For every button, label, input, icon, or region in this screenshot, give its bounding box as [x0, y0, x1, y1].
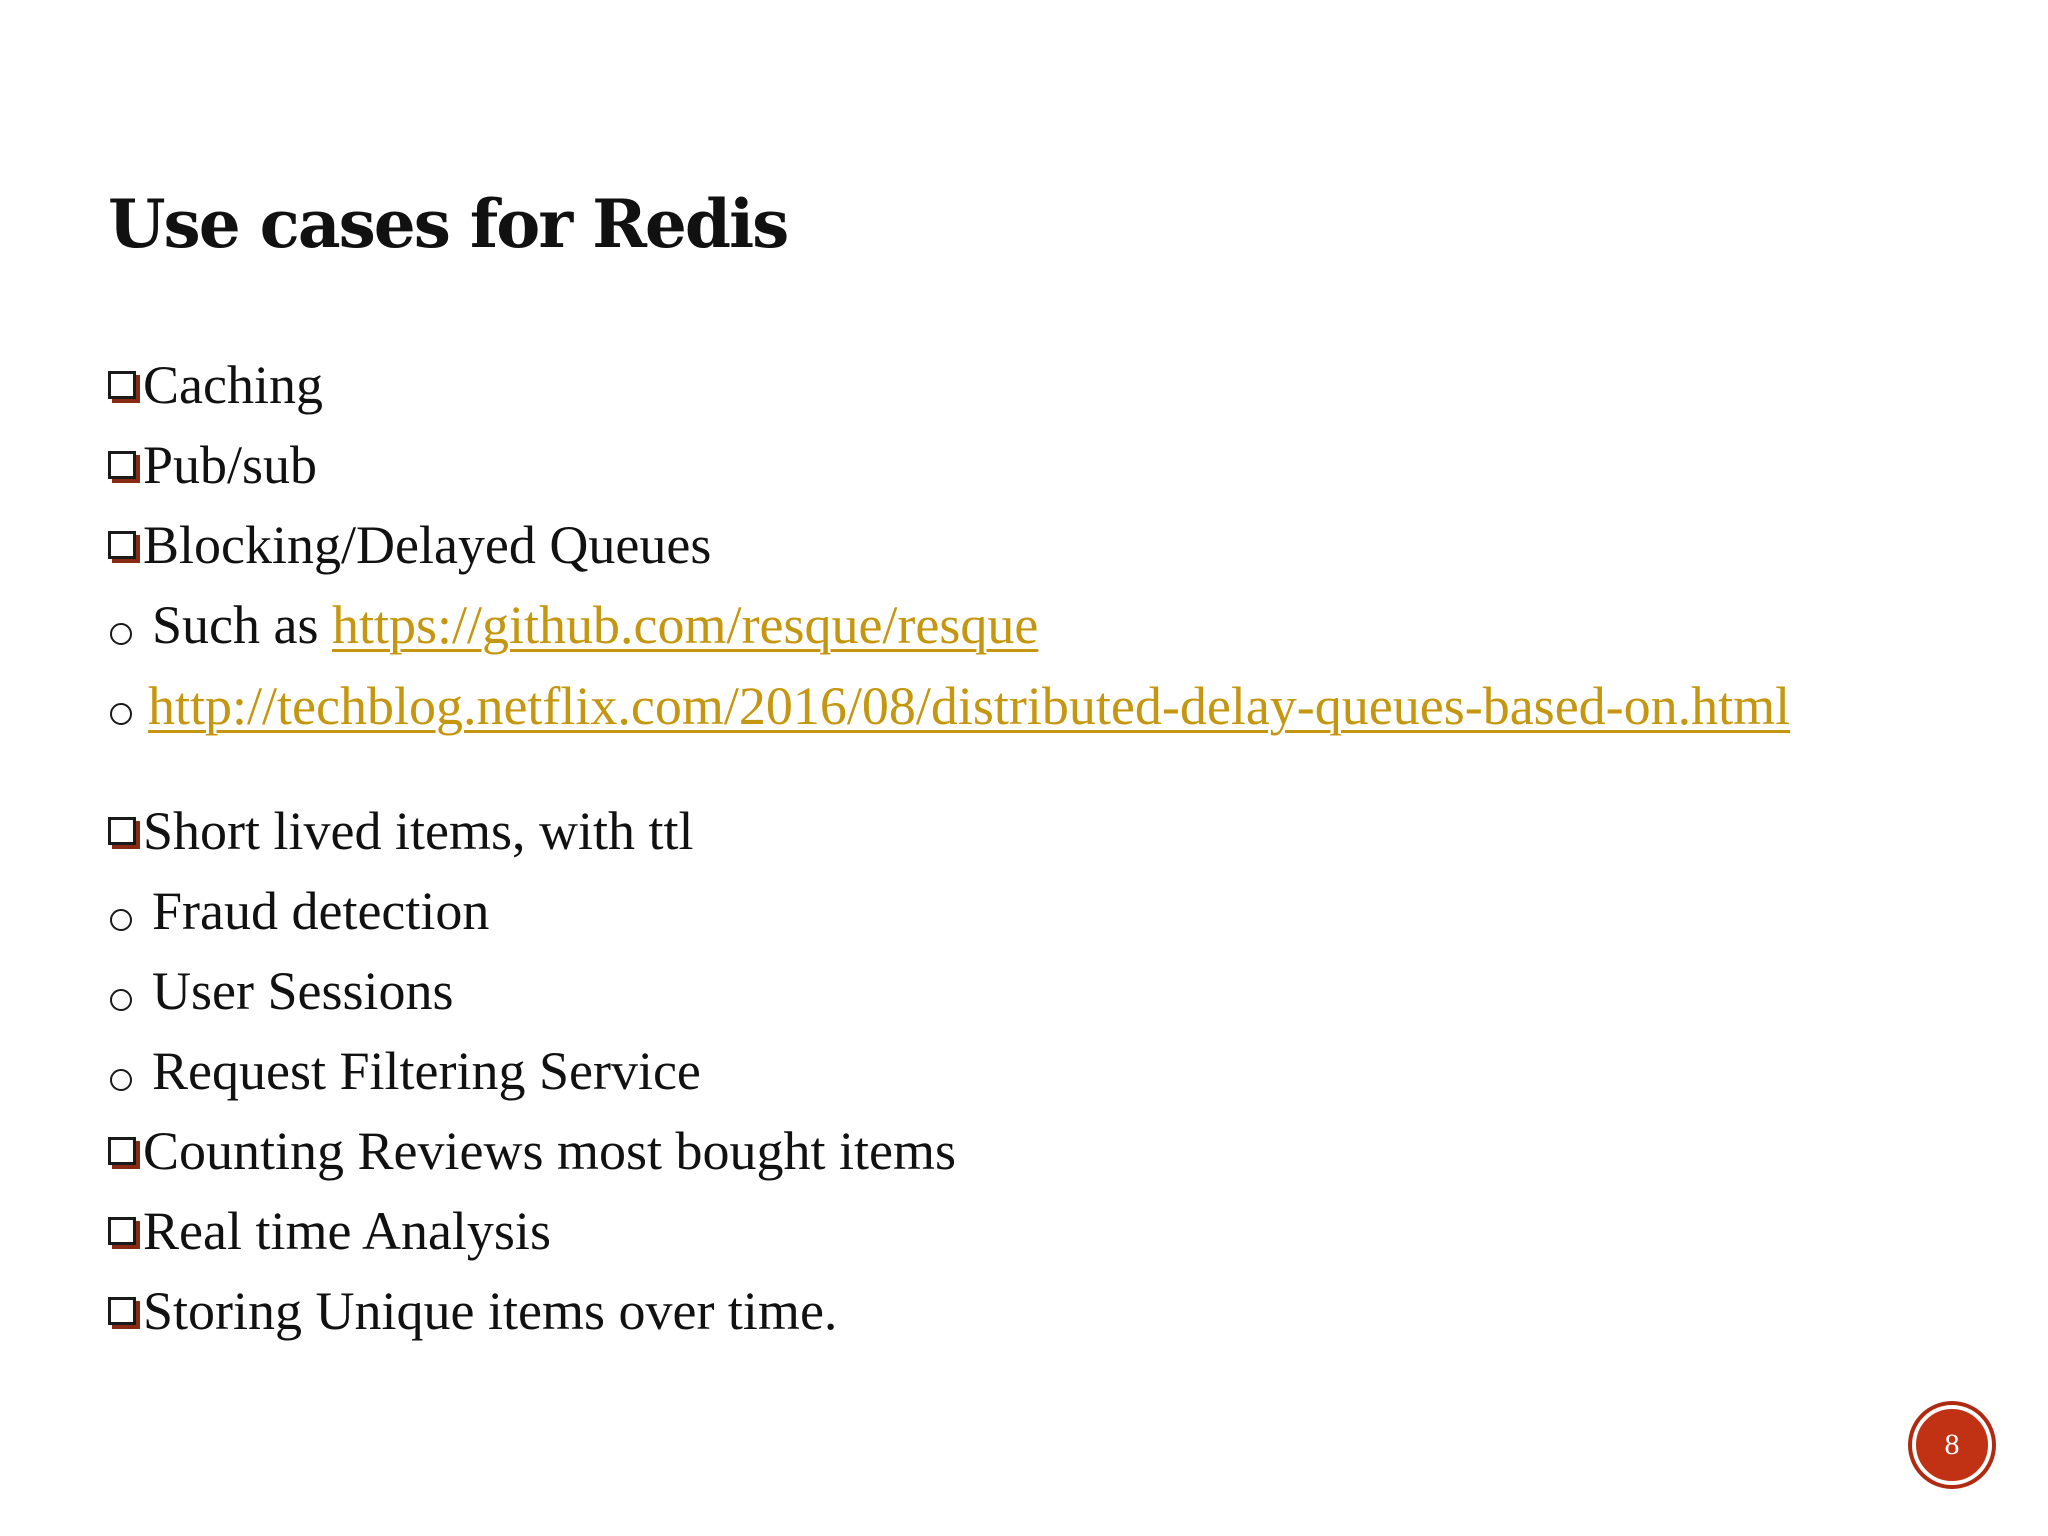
- netflix-techblog-link[interactable]: http://techblog.netflix.com/2016/08/distributed-delay-queues-based-on.html: [148, 676, 1791, 736]
- bullet-text: Fraud detection: [152, 881, 490, 941]
- list-item: [108, 956, 1958, 1036]
- circle-bullet-icon: [110, 989, 132, 1011]
- list-item: [108, 1196, 1958, 1276]
- list-item: [108, 1116, 1958, 1196]
- checkbox-bullet-icon: [108, 1217, 136, 1245]
- bullet-text: Real time Analysis: [143, 1201, 551, 1261]
- slide-title: Use cases for Redis: [108, 185, 788, 263]
- list-item: [108, 1276, 1958, 1356]
- bullet-list: [108, 350, 1958, 1356]
- circle-bullet-icon: [110, 1069, 132, 1091]
- page-number: 8: [1944, 1428, 1960, 1461]
- checkbox-bullet-icon: [108, 451, 136, 479]
- circle-bullet-icon: [110, 909, 132, 931]
- bullet-text: Storing Unique items over time.: [143, 1281, 838, 1341]
- resque-link[interactable]: https://github.com/resque/resque: [331, 595, 1039, 655]
- circle-bullet-icon: [110, 623, 132, 645]
- bullet-text: Blocking/Delayed Queues: [143, 515, 712, 575]
- list-item: [108, 430, 1958, 510]
- page-number-badge: [1912, 1405, 1992, 1485]
- bullet-text: Request Filtering Service: [152, 1041, 701, 1101]
- list-item: [108, 796, 1958, 876]
- checkbox-bullet-icon: [108, 531, 136, 559]
- checkbox-bullet-icon: [108, 817, 136, 845]
- list-item: [108, 670, 1958, 796]
- bullet-text: Caching: [143, 355, 323, 415]
- checkbox-bullet-icon: [108, 371, 136, 399]
- bullet-text: User Sessions: [152, 961, 454, 1021]
- list-item: [108, 350, 1958, 430]
- checkbox-bullet-icon: [108, 1297, 136, 1325]
- checkbox-bullet-icon: [108, 1137, 136, 1165]
- list-item: [108, 510, 1958, 590]
- bullet-text: Such as: [152, 595, 332, 655]
- list-item: [108, 876, 1958, 956]
- circle-bullet-icon: [110, 703, 132, 725]
- bullet-text: Short lived items, with ttl: [143, 801, 694, 861]
- bullet-text: Pub/sub: [143, 435, 318, 495]
- list-item: [108, 590, 1958, 670]
- list-item: [108, 1036, 1958, 1116]
- bullet-text: Counting Reviews most bought items: [143, 1121, 957, 1181]
